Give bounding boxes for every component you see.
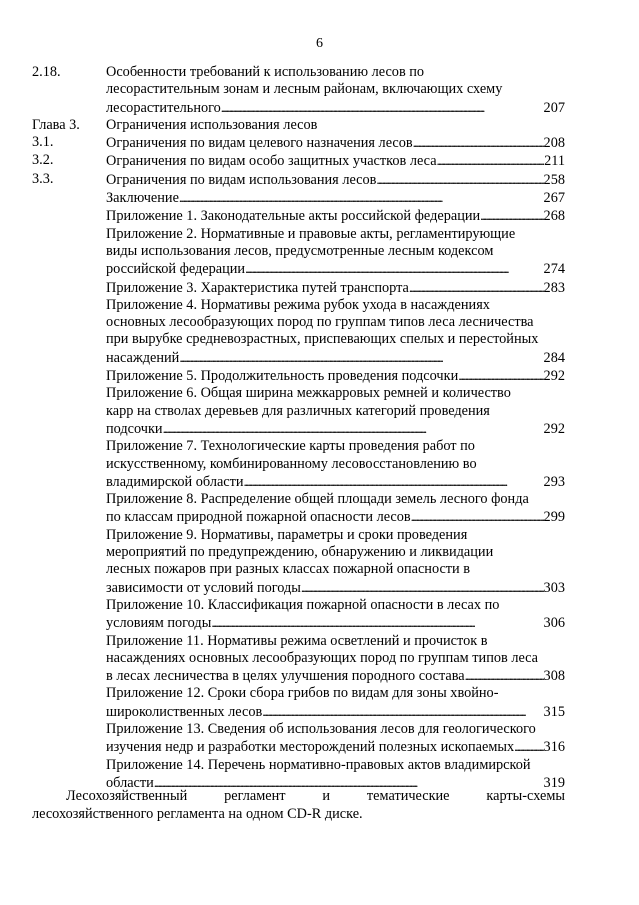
- toc-entry-line: лесорастительного: [106, 99, 221, 116]
- toc-entry-lastline: [106, 279, 565, 297]
- toc-entry-line: Приложение 14. Перечень нормативно-правовых актов владимирской: [106, 756, 531, 773]
- dot-leader: [409, 279, 544, 297]
- closing-note: [32, 788, 565, 823]
- toc-entry-title: [106, 207, 565, 225]
- toc-entry-lastline: [106, 260, 565, 278]
- toc-page-number: 284: [543, 349, 565, 366]
- toc-entry-title: [106, 597, 565, 633]
- toc-entry-line: при вырубке средневозрастных, приспевающих спелых и перестойных: [106, 331, 539, 348]
- toc-entry-title: [106, 438, 565, 491]
- toc-entry-title: [106, 64, 565, 117]
- toc-entry: [32, 438, 565, 491]
- toc-entry-line: Ограничения по видам использования лесов: [106, 171, 377, 188]
- toc-entry-number: 3.2.: [32, 152, 54, 169]
- toc-page-number: 267: [543, 190, 565, 207]
- dot-leader: [480, 207, 543, 225]
- toc-entry-line: изучения недр и разработки месторождений полезных ископаемых: [106, 739, 515, 756]
- toc-entry-line: зависимости от условий погоды: [106, 579, 301, 596]
- toc-entry-number: [32, 491, 106, 527]
- toc-entry-line: Ограничения по видам целевого назначения лесов: [106, 135, 413, 152]
- toc-entry: [32, 757, 565, 793]
- closing-line-1: Лесохозяйственный регламент и тематические карты-схемы: [66, 788, 565, 804]
- dot-leader: [211, 614, 543, 632]
- toc-entry-title: [106, 527, 565, 597]
- toc-entry-lastline: [106, 579, 565, 597]
- toc-entry-line: виды использования лесов, предусмотренные лесным кодексом: [106, 242, 494, 259]
- toc-page-number: 292: [543, 368, 565, 385]
- toc-entry-line: условиям погоды: [106, 615, 212, 632]
- toc-entry-number: [32, 633, 106, 686]
- toc-entry-title: [106, 491, 565, 527]
- toc-page-number: 258: [543, 171, 565, 188]
- toc-entry-number: [32, 279, 106, 297]
- toc-entry-number: [32, 189, 106, 207]
- toc-entry-lastline: [106, 473, 565, 491]
- toc-page-number: 319: [543, 774, 565, 791]
- toc-entry-title: [106, 226, 565, 279]
- toc-entry-line: российской федерации: [106, 261, 246, 278]
- toc-entry-line: Приложение 2. Нормативные и правовые акты, регламентирующие: [106, 225, 516, 242]
- toc-entry: [32, 207, 565, 225]
- table-of-contents: [32, 64, 565, 792]
- toc-entry-number: [32, 367, 106, 385]
- toc-entry-number: [32, 685, 106, 721]
- toc-entry-line: Ограничения использования лесов: [106, 116, 318, 133]
- dot-leader: [179, 349, 543, 367]
- toc-entry-line: мероприятий по предупреждению, обнаружению и ликвидации: [106, 544, 494, 561]
- toc-entry: [32, 367, 565, 385]
- dot-leader: [244, 473, 544, 491]
- toc-page-number: 268: [543, 208, 565, 225]
- toc-entry-lastline: [106, 614, 565, 632]
- toc-entry-line: Приложение 6. Общая ширина межкарровых ремней и количество: [106, 385, 511, 402]
- toc-entry-line: Приложение 12. Сроки сбора грибов по видам для зоны хвойно-: [106, 685, 499, 702]
- toc-entry-lastline: [106, 667, 565, 685]
- toc-entry: [32, 64, 565, 117]
- toc-entry-line: Ограничения по видам особо защитных участков леса: [106, 153, 437, 170]
- toc-entry: [32, 527, 565, 597]
- toc-entry-line: подсочки: [106, 420, 163, 437]
- toc-entry-line: Приложение 13. Сведения об использования лесов для геологического: [106, 720, 536, 737]
- toc-entry-title: [106, 117, 565, 134]
- toc-entry-number: [32, 207, 106, 225]
- toc-entry: [32, 152, 565, 170]
- toc-entry-number: [32, 385, 106, 438]
- toc-entry-line: искусственному, комбинированному лесовосстановлению во: [106, 455, 477, 472]
- toc-page-number: 274: [543, 261, 565, 278]
- toc-entry-lastline: [106, 189, 565, 207]
- toc-entry-title: [106, 279, 565, 297]
- toc-page-number: 292: [543, 420, 565, 437]
- toc-entry-line: Приложение 7. Технологические карты проведения работ по: [106, 438, 475, 455]
- toc-page-number: 293: [543, 473, 565, 490]
- toc-entry-number: [32, 721, 106, 757]
- toc-entry: [32, 685, 565, 721]
- toc-entry-line: владимирской области: [106, 473, 244, 490]
- toc-entry: [32, 597, 565, 633]
- toc-page-number: 315: [543, 703, 565, 720]
- dot-leader: [465, 667, 544, 685]
- toc-entry-number: Глава 3.: [32, 116, 80, 133]
- toc-entry-number: [32, 597, 106, 633]
- toc-page-number: 299: [543, 509, 565, 526]
- toc-entry-line: Особенности требований к использованию лесов по: [106, 64, 425, 80]
- toc-entry-title: [106, 189, 565, 207]
- toc-entry-line: Приложение 5. Продолжительность проведения подсочки: [106, 368, 459, 385]
- toc-entry-number: 3.1.: [32, 134, 54, 151]
- toc-entry-lastline: [106, 152, 565, 170]
- page-number: 6: [316, 36, 323, 51]
- toc-entry-line: Заключение: [106, 190, 179, 207]
- toc-entry-line: в лесах лесничества в целях улучшения породного состава: [106, 668, 465, 685]
- toc-entry-line: Приложение 8. Распределение общей площади земель лесного фонда: [106, 491, 529, 508]
- toc-entry-lastline: [106, 420, 565, 438]
- toc-page-number: 211: [544, 153, 565, 170]
- toc-page-number: 208: [543, 135, 565, 152]
- toc-entry-line: лесорастительным зонам и лесным районам, включающих схему: [106, 81, 503, 98]
- dot-leader: [413, 134, 544, 152]
- dot-leader: [411, 508, 544, 526]
- toc-entry-line: по классам природной пожарной опасности лесов: [106, 509, 411, 526]
- toc-entry-number: 3.3.: [32, 170, 54, 187]
- toc-entry: [32, 385, 565, 438]
- dot-leader: [458, 367, 543, 385]
- dot-leader: [301, 579, 544, 597]
- dot-leader: [221, 99, 544, 117]
- toc-entry: [32, 279, 565, 297]
- toc-entry-lastline: [106, 171, 565, 189]
- toc-entry-line: Приложение 11. Нормативы режима осветлений и прочисток в: [106, 632, 488, 649]
- dot-leader: [514, 738, 543, 756]
- toc-entry-line: карр на стволах деревьев для различных категорий проведения: [106, 402, 490, 419]
- toc-entry: [32, 226, 565, 279]
- toc-entry-title: [106, 134, 565, 152]
- toc-entry-lastline: [106, 99, 565, 117]
- toc-entry-line: насаждений: [106, 349, 180, 366]
- toc-entry-lastline: [106, 207, 565, 225]
- toc-entry-title: [106, 685, 565, 721]
- dot-leader: [163, 420, 544, 438]
- toc-entry-number: [32, 757, 106, 793]
- toc-page-number: 207: [543, 99, 565, 116]
- toc-entry: [32, 171, 565, 189]
- toc-entry: [32, 117, 565, 134]
- dot-leader: [262, 703, 543, 721]
- toc-entry: [32, 721, 565, 757]
- toc-entry-line: Приложение 4. Нормативы режима рубок ухода в насаждениях: [106, 296, 490, 313]
- toc-entry-line: Приложение 1. Законодательные акты российской федерации: [106, 208, 481, 225]
- toc-page-number: 303: [543, 579, 565, 596]
- toc-entry-title: [106, 171, 565, 189]
- closing-line-2: лесохозяйственного регламента на одном CD-R диске.: [32, 805, 363, 822]
- toc-entry-line: Приложение 9. Нормативы, параметры и сроки проведения: [106, 526, 468, 543]
- toc-entry-lastline: [106, 508, 565, 526]
- toc-entry: [32, 134, 565, 152]
- toc-entry-number: [32, 438, 106, 491]
- toc-entry-title: [106, 721, 565, 757]
- toc-entry-lastline: [106, 703, 565, 721]
- toc-entry-title: [106, 297, 565, 367]
- toc-entry-number: [32, 226, 106, 279]
- toc-entry-line: насаждениях основных лесообразующих пород по группам типов леса: [106, 649, 539, 666]
- toc-page-number: 316: [543, 739, 565, 756]
- toc-entry-line: лесных пожаров при разных классах пожарной опасности в: [106, 561, 471, 578]
- toc-page-number: 306: [543, 615, 565, 632]
- toc-entry-number: [32, 297, 106, 367]
- dot-leader: [179, 189, 544, 207]
- toc-entry-lastline: [106, 349, 565, 367]
- toc-entry-line: широколиственных лесов: [106, 703, 263, 720]
- toc-entry-line: Приложение 10. Классификация пожарной опасности в лесах по: [106, 596, 500, 613]
- toc-entry-line: области: [106, 774, 154, 791]
- dot-leader: [437, 152, 545, 170]
- toc-entry-number: 2.18.: [32, 64, 61, 80]
- dot-leader: [376, 171, 543, 189]
- dot-leader: [245, 260, 543, 278]
- toc-entry-title: [106, 367, 565, 385]
- toc-page-number: 283: [543, 279, 565, 296]
- toc-entry-lastline: [106, 738, 565, 756]
- toc-entry-lastline: [106, 117, 565, 134]
- toc-entry: [32, 491, 565, 527]
- toc-entry-line: Приложение 3. Характеристика путей транспорта: [106, 279, 409, 296]
- toc-entry-title: [106, 757, 565, 793]
- toc-entry-title: [106, 633, 565, 686]
- toc-entry: [32, 297, 565, 367]
- toc-entry-title: [106, 385, 565, 438]
- toc-entry: [32, 633, 565, 686]
- toc-entry-title: [106, 152, 565, 170]
- toc-entry-line: основных лесообразующих пород по группам типов леса лесничества: [106, 314, 534, 331]
- toc-page-number: 308: [543, 668, 565, 685]
- toc-entry-number: [32, 527, 106, 597]
- toc-entry-lastline: [106, 134, 565, 152]
- toc-entry: [32, 189, 565, 207]
- toc-entry-lastline: [106, 367, 565, 385]
